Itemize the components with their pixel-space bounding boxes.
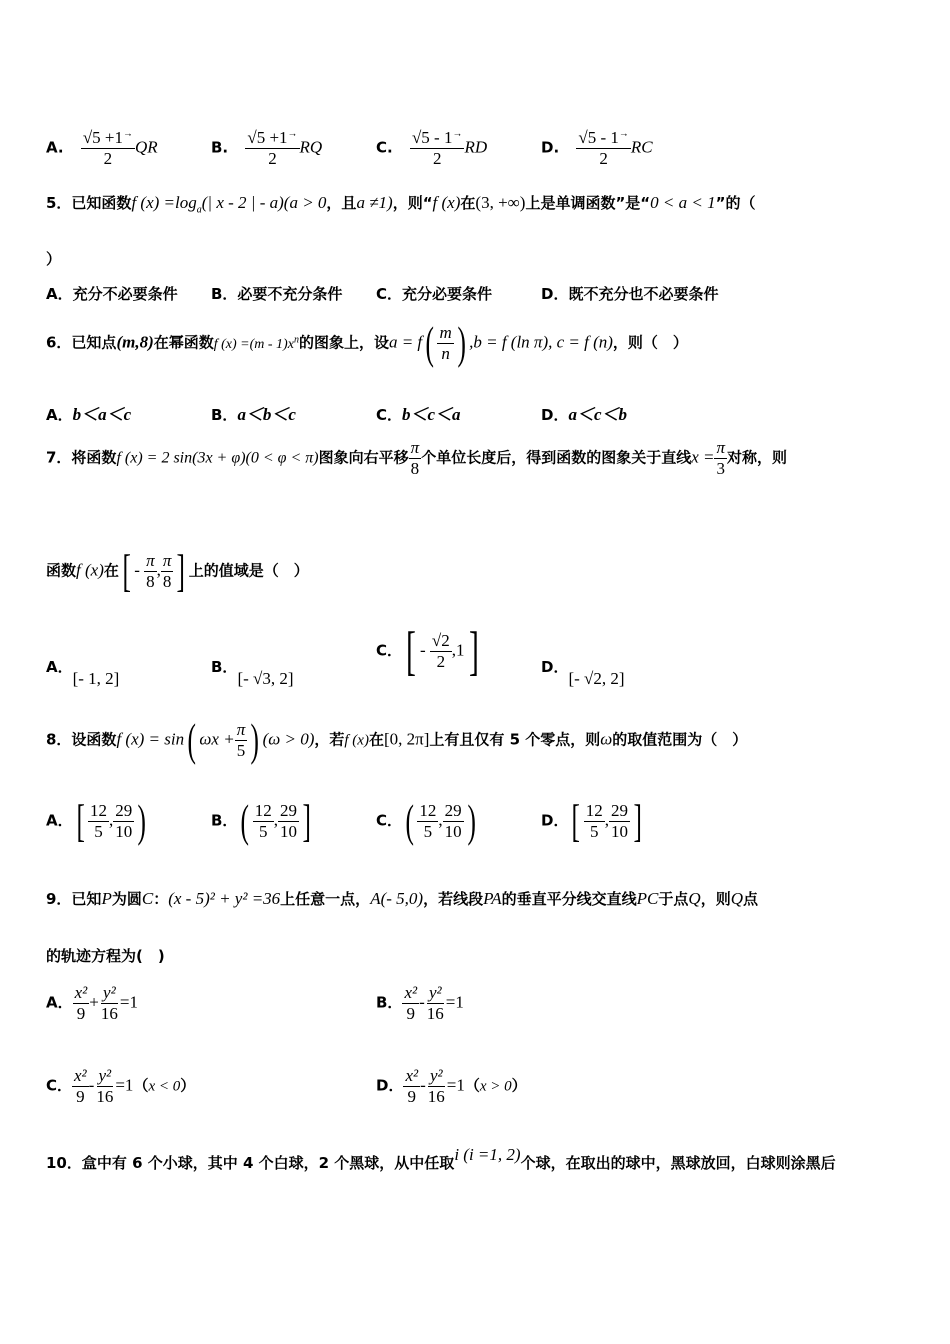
q5-option-c[interactable]: C．充分必要条件 (376, 285, 493, 303)
q6-option-a[interactable]: A．b＜a＜c (46, 405, 132, 424)
q10-stem: 10．盒中有 6 个小球，其中 4 个白球，2 个黑球，从中任取i (i =1, 2)个球，在取出的球中，黑球放回，白球则涂黑后 (46, 1145, 836, 1172)
q8-option-b[interactable]: B．( $\frac{12}{5}$ , $\frac{29}{10}$ ] (211, 795, 311, 846)
q8-option-a[interactable]: A．[ $\frac{12}{5}$ , $\frac{29}{10}$ ) (46, 795, 147, 846)
q9-option-d[interactable]: D． $\frac{\text{x²}}{9}$ - $\frac{\text{y²}}{16}$ =1（x > 0） (376, 1066, 527, 1106)
q4-option-a[interactable]: A. $\frac{√5 +1^\to}{2}$ QR (46, 128, 158, 168)
q7-option-c[interactable]: C．[ - $\frac{√2}{2}$ ,1] (376, 621, 479, 681)
q7-stem: 7．将函数f (x) = 2 sin(3x + φ)(0 < φ < π)图象向右平移 $\frac{\pi}{8}$ 个单位长度后，得到函数的图象关于直线x = $\frac{\pi}{3}$ 对称，则 (46, 438, 788, 478)
q6-option-d[interactable]: D．a＜c＜b (541, 405, 627, 424)
q9-stem: 9．已知P为圆C：(x - 5)² + y² =36上任意一点，A(- 5,0)，若线段PA的垂直平分线交直线PC于点Q，则Q点 (46, 889, 759, 908)
q7-option-d[interactable]: D．[- √2, 2] (541, 658, 625, 688)
q4-option-d[interactable]: D. $\frac{√5 - 1^\to}{2}$ RC (541, 128, 653, 168)
q7-option-a[interactable]: A．[- 1, 2] (46, 658, 120, 688)
q9-stem-line2: 的轨迹方程为( ) (46, 947, 165, 965)
q5-option-d[interactable]: D．既不充分也不必要条件 (541, 285, 719, 303)
q4-option-b[interactable]: B. $\frac{√5 +1^\to}{2}$ RQ (211, 128, 323, 168)
q9-option-a[interactable]: A． $\frac{\text{x²}}{9}$ + $\frac{\text{y²}}{16}$ =1 (46, 983, 138, 1023)
q5-stem: 5．已知函数f $(x) =\log_a(|$ x - 2 | - a)(a > 0，且a ≠1)，则“f (x)在(3, +∞)上是单调函数”是“0 < a < 1”的（ (46, 193, 756, 216)
q6-stem: 6．已知点(m,8)在幂函数f $(x) =(m - 1)x^n$的图象上，设a = f( $\frac{m}{n}$ ) ,b = f (ln π), c = f (n)，则（ ） (46, 317, 688, 368)
q6-option-b[interactable]: B．a＜b＜c (211, 405, 296, 424)
q9-option-b[interactable]: B． $\frac{\text{x²}}{9}$ - $\frac{\text{y²}}{16}$ =1 (376, 983, 464, 1023)
q4-option-c[interactable]: C. $\frac{√5 - 1^\to}{2}$ RD (376, 128, 488, 168)
q6-option-c[interactable]: C．b＜c＜a (376, 405, 461, 424)
q8-stem: 8．设函数f (x) = sin( ωx + $\frac{\pi}{5}$ ) (ω > 0)，若f (x)在[0, 2π]上有且仅有 5 个零点，则ω的取值范围为（ ） (46, 714, 748, 765)
q7-stem-line2: 函数f (x)在[ - $\frac{\pi}{8}$ , $\frac{\pi}{8}$ ] 上的值域是（ ） (46, 545, 309, 596)
q8-option-d[interactable]: D．[ $\frac{12}{5}$ , $\frac{29}{10}$ ] (541, 795, 642, 846)
q5-option-b[interactable]: B．必要不充分条件 (211, 285, 343, 303)
q9-option-c[interactable]: C． $\frac{\text{x²}}{9}$ - $\frac{\text{y²}}{16}$ =1（x < 0） (46, 1066, 196, 1106)
q7-option-b[interactable]: B．[- √3, 2] (211, 658, 294, 688)
q8-option-c[interactable]: C．( $\frac{12}{5}$ , $\frac{29}{10}$ ) (376, 795, 476, 846)
q5-close: ） (46, 250, 62, 268)
q5-option-a[interactable]: A．充分不必要条件 (46, 285, 178, 303)
